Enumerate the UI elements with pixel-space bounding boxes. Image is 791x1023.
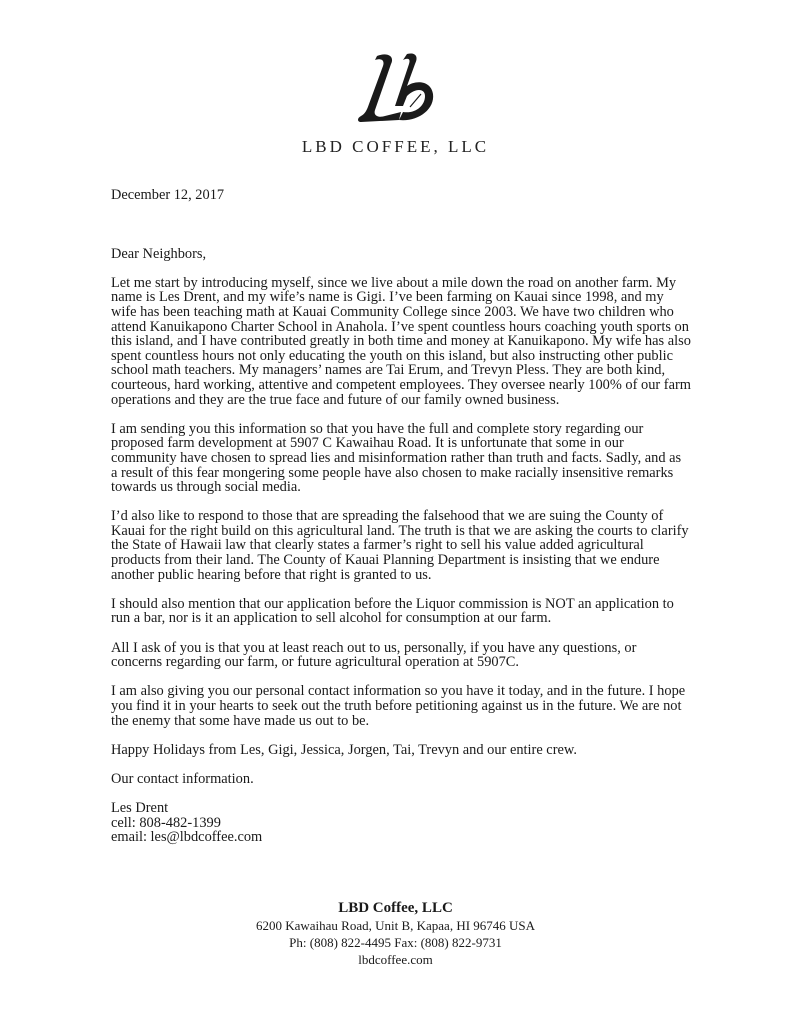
paragraph-reach-out: All I ask of you is that you at least reach out to us, personally, if you have any questions, or concerns regarding our farm, or future agricultural operation at 5907C. bbox=[111, 639, 637, 671]
paragraph-development: I am sending you this information so that you have the full and complete story regarding our proposed farm development at 5907 C Kawaihau Road. It is unfortunate that some in our community have chosen to spread lies and misinformation rather than truth and facts. Sadly, and as a result of this fear mongering some people have also chosen to make racially insensitive remarks towards us through social media. bbox=[111, 420, 682, 496]
signoff-email: email: les@lbdcoffee.com bbox=[111, 829, 263, 846]
paragraph-lawsuit: I’d also like to respond to those that are spreading the falsehood that we are suing the County of Kauai for the right build on this agricultural land. The truth is that we are asking the courts to clarify the State of Hawaii law that clearly states a farmer’s right to sell his value added agricultural products from their land. The County of Kauai Planning Department is insisting that we endure another public hearing before that right is granted to us. bbox=[111, 508, 689, 583]
letter-date: December 12, 2017 bbox=[111, 187, 225, 203]
paragraph-contact: I am also giving you our personal contact information so you have it today, and in the future. I hope you find it in your hearts to seek out the truth before petitioning against us in the future. We are not the enemy that some have made us out to be. bbox=[111, 683, 686, 729]
lbd-logo-icon bbox=[355, 50, 437, 128]
paragraph-holidays: Happy Holidays from Les, Gigi, Jessica, Jorgen, Tai, Trevyn and our entire crew. bbox=[111, 741, 577, 758]
signoff bbox=[111, 801, 691, 845]
footer-address: 6200 Kawaihau Road, Unit B, Kapaa, HI 96746 USA bbox=[255, 918, 536, 933]
footer bbox=[0, 900, 791, 968]
paragraph-liquor: I should also mention that our application before the Liquor commission is NOT an application to run a bar, nor is it an application to sell alcohol for consumption at our farm. bbox=[111, 595, 674, 627]
salutation: Dear Neighbors, bbox=[111, 245, 207, 262]
company-name: LBD COFFEE, LLC bbox=[301, 137, 490, 156]
signoff-name: Les Drent bbox=[111, 800, 169, 817]
footer-phone-fax: Ph: (808) 822-4495 Fax: (808) 822-9731 bbox=[289, 935, 502, 950]
paragraph-contact-heading: Our contact information. bbox=[111, 770, 254, 787]
footer-company-name: LBD Coffee, LLC bbox=[338, 900, 453, 916]
footer-website: lbdcoffee.com bbox=[358, 952, 433, 967]
paragraph-intro: Let me start by introducing myself, since we live about a mile down the road on another farm. My name is Les Drent, and my wife’s name is Gigi. I’ve been farming on Kauai since 1998, and my wife has been teaching math at Kauai Community College since 2003. We have two children who attend Kanuikapono Charter School in Anahola. I’ve spent countless hours coaching youth sports on this island, and I have contributed greatly in both time and money at Kanuikapono. My wife has also spent countless hours not only educating the youth on this island, but also instructing other public school math teachers. My managers’ names are Tai Erum, and Trevyn Pless. They are both kind, courteous, hard working, attentive and competent employees. They oversee nearly 100% of our farm operations and they are the true face and future of our family owned business. bbox=[111, 274, 691, 408]
letterhead bbox=[0, 50, 791, 128]
signoff-cell: cell: 808-482-1399 bbox=[111, 814, 221, 831]
letter-body bbox=[111, 188, 691, 845]
